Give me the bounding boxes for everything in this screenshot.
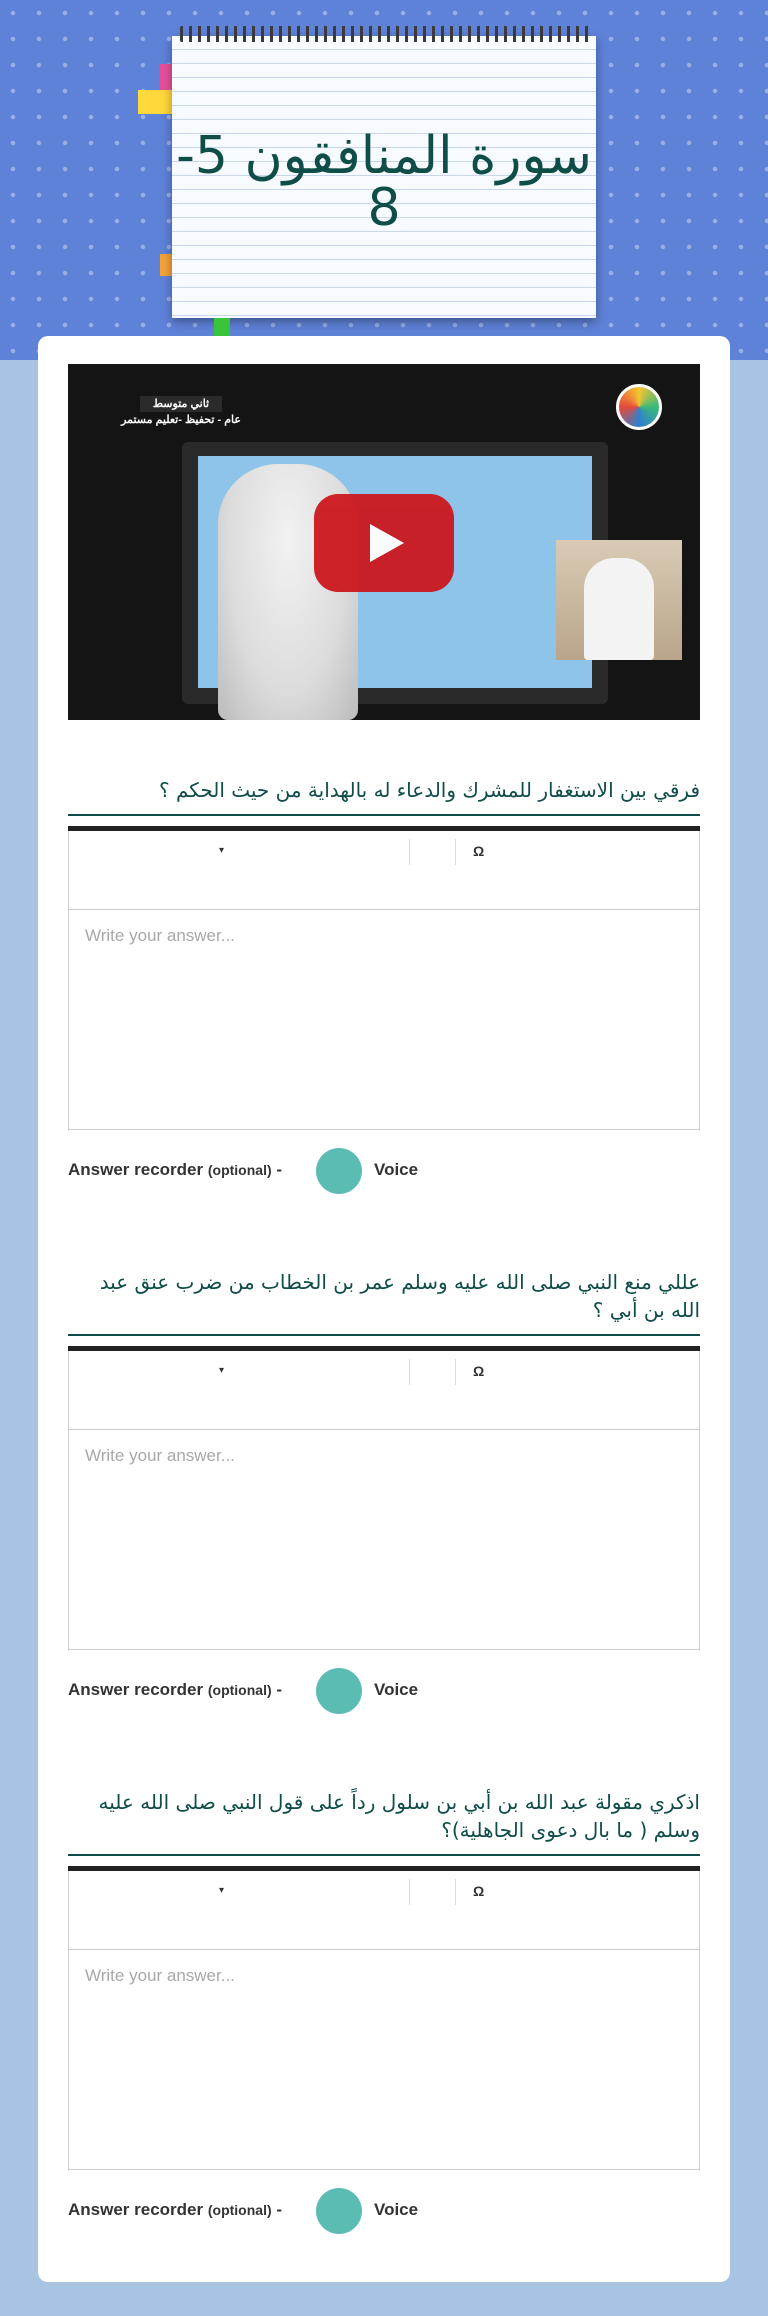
- voice-label: Voice: [374, 2200, 419, 2219]
- channel-logo-icon: [616, 384, 662, 430]
- record-voice-button[interactable]: [316, 1668, 362, 1714]
- answer-input[interactable]: [69, 1430, 699, 1648]
- question-3: [68, 1788, 700, 1844]
- record-voice-button[interactable]: [316, 2188, 362, 2234]
- question-text: فرقي بين الاستغفار للمشرك والدعاء له بالهداية من حيث الحكم ؟: [158, 778, 700, 802]
- span: -: [271, 2200, 283, 2219]
- special-characters-button[interactable]: Ω: [473, 1363, 485, 1379]
- question-divider: [68, 1854, 700, 1856]
- question-1: [68, 776, 700, 804]
- toolbar-divider: [455, 1879, 456, 1905]
- video-inset: [556, 540, 682, 660]
- special-characters-button[interactable]: Ω: [473, 843, 485, 859]
- span: Answer recorder: [68, 2200, 204, 2219]
- video-player[interactable]: [68, 364, 700, 720]
- toolbar-divider: [409, 839, 410, 865]
- format-dropdown-icon[interactable]: ▾: [219, 845, 225, 856]
- recorder-label: [68, 1680, 282, 1700]
- voice-label: Voice: [374, 1680, 419, 1699]
- question-divider: [68, 814, 700, 816]
- toolbar-divider: [409, 1879, 410, 1905]
- answer-editor-3: [68, 1866, 700, 2170]
- voice-label: Voice: [374, 1160, 419, 1179]
- question-text: اذكري مقولة عبد الله بن أبي بن سلول رداً على قول النبي صلى الله عليه وسلم ( ما بال دعوى الجاهلية)؟: [98, 1790, 700, 1842]
- optional: (optional): [207, 1682, 272, 1698]
- span: -: [271, 1680, 283, 1699]
- answer-input[interactable]: [69, 910, 699, 1128]
- notepad-tab-yellow: [138, 90, 172, 114]
- page-title: سورة المنافقون 5-8: [176, 126, 592, 238]
- span: Answer recorder: [68, 1160, 204, 1179]
- question-divider: [68, 1334, 700, 1336]
- play-button[interactable]: [314, 494, 454, 592]
- editor-toolbar: [69, 1871, 699, 1950]
- toolbar-divider: [409, 1359, 410, 1385]
- recorder-label: [68, 1160, 282, 1180]
- answer-recorder-2: [68, 1666, 700, 1714]
- editor-toolbar: [69, 1351, 699, 1430]
- special-characters-button[interactable]: Ω: [473, 1883, 485, 1899]
- optional: (optional): [207, 2202, 272, 2218]
- span: -: [271, 1160, 283, 1179]
- play-icon: [370, 524, 404, 562]
- video-caption-line1: ثاني متوسط: [140, 396, 222, 412]
- editor-toolbar: [69, 831, 699, 910]
- optional: (optional): [207, 1162, 272, 1178]
- person: [584, 558, 654, 660]
- format-dropdown-icon[interactable]: ▾: [219, 1365, 225, 1376]
- answer-input[interactable]: [69, 1950, 699, 2168]
- recorder-label: [68, 2200, 282, 2220]
- span: Answer recorder: [68, 1680, 204, 1699]
- toolbar-divider: [455, 1359, 456, 1385]
- answer-recorder-1: [68, 1146, 700, 1194]
- question-text: عللي منع النبي صلى الله عليه وسلم عمر بن الخطاب من ضرب عنق عبد الله بن أبي ؟: [99, 1270, 700, 1322]
- answer-editor-2: [68, 1346, 700, 1650]
- answer-recorder-3: [68, 2186, 700, 2234]
- notepad-tab-green: [214, 318, 230, 338]
- video-caption-line2: عام - تحفيظ -تعليم مستمر: [121, 414, 241, 426]
- answer-editor-1: [68, 826, 700, 1130]
- toolbar-divider: [455, 839, 456, 865]
- notepad-spiral: [180, 26, 590, 42]
- video-caption: [116, 396, 246, 428]
- question-2: [68, 1268, 700, 1324]
- record-voice-button[interactable]: [316, 1148, 362, 1194]
- format-dropdown-icon[interactable]: ▾: [219, 1885, 225, 1896]
